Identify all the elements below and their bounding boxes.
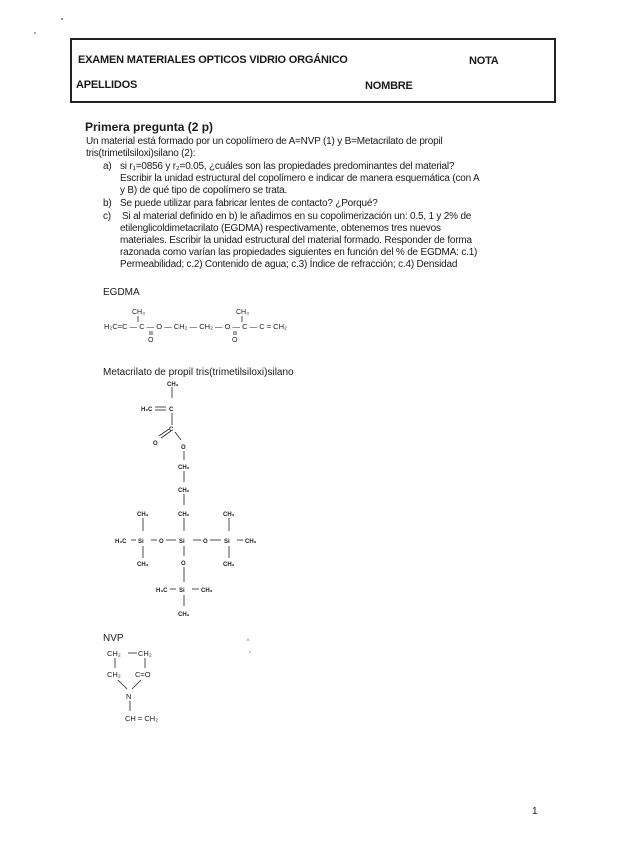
speck [249,651,250,652]
egdma-ch3-left: CH₃ [132,309,145,316]
o-left-label: O [159,539,164,545]
h3c-left-label: H₃C [115,539,127,545]
c1-label: C [169,407,174,413]
si-left-label: Si [138,539,144,545]
ch2-b-label: CH₂ [178,488,190,494]
ch3-left-bottom-label: CH₃ [137,562,149,568]
nombre-label: NOMBRE [365,80,413,92]
item-c-line: etilenglicoldimetacrilato (EGDMA) respectivamente, obtenemos tres nuevos [120,223,441,234]
o-right-label: O [203,539,208,545]
nota-label: NOTA [469,55,499,67]
nvp-ch2-tr-label: CH₂ [138,649,152,658]
item-a-line: Escribir la unidad estructural del copolímero e indicar de manera esquemática (con A [120,173,480,184]
o-ester-label: O [181,445,186,451]
ch2-a-label: CH₂ [178,465,190,471]
nvp-ch2-tl-label: CH₂ [107,649,121,658]
si-center-label: Si [179,539,185,545]
intro-line: tris(trimetilsiloxi)silano (2): [86,148,196,159]
speck [34,32,36,34]
exam-title: EXAMEN MATERIALES OPTICOS VIDRIO ORGÁNICO [78,54,348,66]
question-title: Primera pregunta (2 p) [85,120,214,134]
nvp-vinyl-label: CH = CH₂ [125,714,159,723]
item-c-marker: c) [103,211,111,222]
item-c-line: materiales. Escribir la unidad estructural del material formado. Responder de forma [120,235,472,246]
nvp-n-label: N [126,692,132,701]
si-bottom-label: Si [179,588,185,594]
egdma-o-right: O [232,337,238,344]
item-a-line: y B) de qué tipo de copolímero se trata. [120,185,288,196]
item-c-line: Si al material definido en b) le añadimos en su copolimerización un: 0.5, 1 y 2% de [122,211,472,222]
item-c-line: razonada como varían las propiedades siguientes en función del % de EGDMA: c.1) [120,247,478,258]
egdma-o-left: O [148,337,154,344]
metacrilato-label: Metacrilato de propil tris(trimetilsiloxi)silano [103,367,294,378]
intro-line: Un material está formado por un copolímero de A=NVP (1) y B=Metacrilato de propil [86,136,443,147]
egdma-label: EGDMA [103,287,140,298]
c2-label: C [169,427,174,433]
page-number: 1 [532,806,538,817]
h3c-bottom-label: H₃C [156,588,168,594]
item-b-marker: b) [103,198,112,209]
nvp-ch2-ml-label: CH₂ [107,670,121,679]
ch3-right-bottom-label: CH₃ [223,562,235,568]
nvp-co-label: C=O [135,670,151,679]
o-bottom-label: O [181,561,186,567]
item-c-line: Permeabilidad; c.2) Contenido de agua; c.3) Índice de refracción; c.4) Densidad [120,259,458,270]
egdma-chain: H₂C=C — C — O — CH₂ — CH₂ — O — C — C = CH₂ [104,322,287,331]
ch3-right-top-label: CH₃ [223,512,235,518]
speck [247,639,248,640]
egdma-ch3-right: CH₃ [236,309,249,316]
ch3-top: CH₃ [167,382,179,388]
item-b-text: Se puede utilizar para fabricar lentes de contacto? ¿Porqué? [120,198,378,209]
ch3-right-side-label: CH₃ [245,539,257,545]
ch2-c-label: CH₂ [178,512,190,518]
ch3-bottom-down-label: CH₃ [178,612,190,618]
item-a-marker: a) [103,161,112,172]
ch3-bottom-right-label: CH₃ [201,588,213,594]
si-right-label: Si [224,539,230,545]
speck [61,18,63,20]
apellidos-label: APELLIDOS [76,79,138,91]
h2c-label: H₂C [141,407,153,413]
o-carbonyl-label: O [153,441,158,447]
item-a-line: si r₁=0856 y r₂=0.05, ¿cuáles son las propiedades predominantes del material? [120,161,455,172]
ch3-left-top-label: CH₃ [137,512,149,518]
nvp-label: NVP [103,633,124,644]
